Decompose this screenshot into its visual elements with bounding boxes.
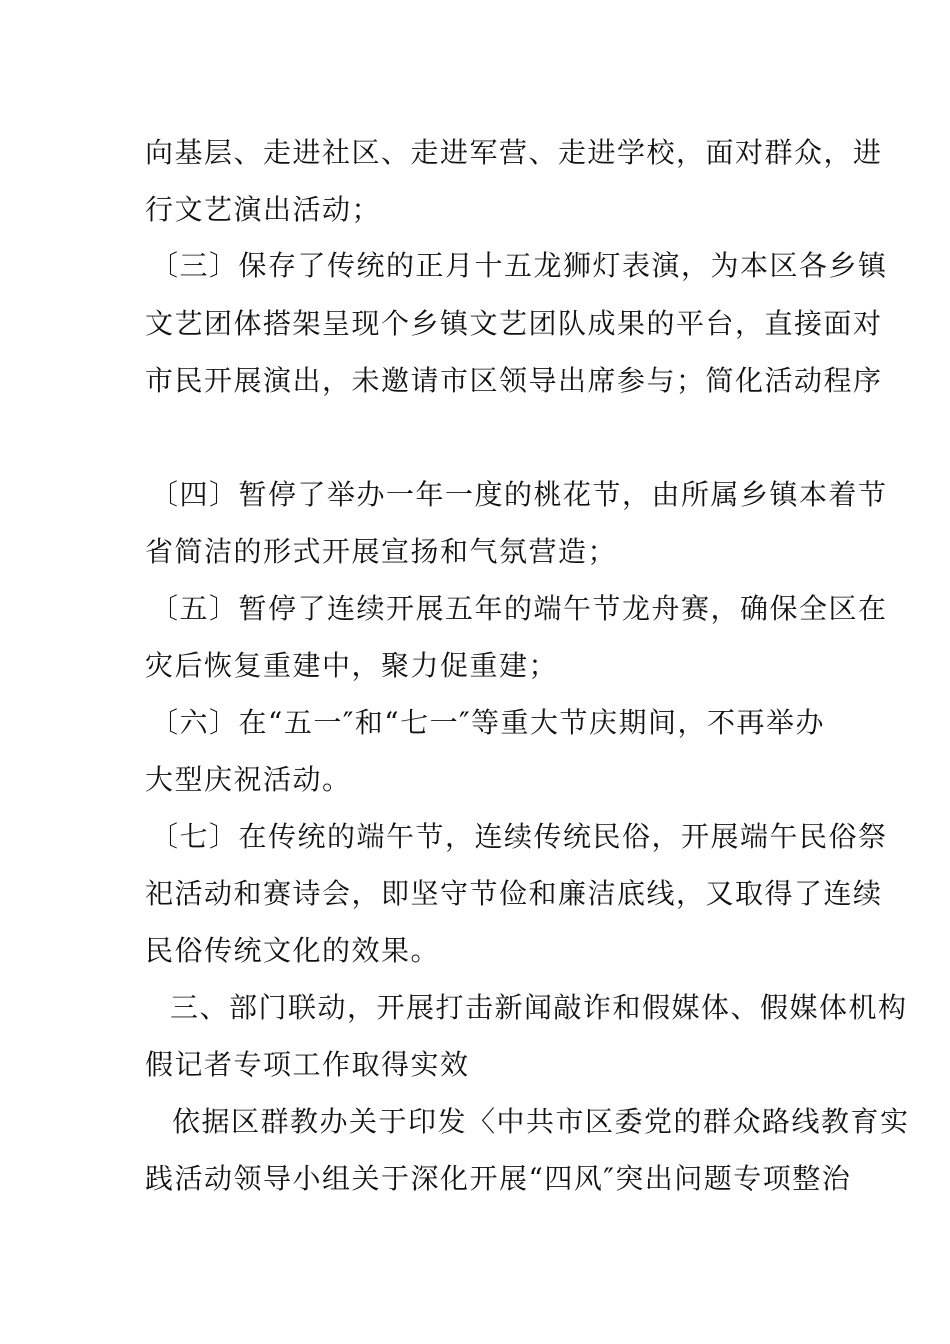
text-line: 践活动领导小组关于深化开展“四风″突出问题专项整治 — [145, 1162, 852, 1195]
text-line: 市民开展演出，未邀请市区领导出席参与；简化活动程序 — [145, 364, 883, 397]
text-line: 大型庆祝活动。 — [145, 763, 352, 796]
text-line: 〔七〕在传统的端午节，连续传统民俗，开展端午民俗祭 — [150, 820, 888, 853]
text-line: 〔五〕暂停了连续开展五年的端午节龙舟赛，确保全区在 — [150, 592, 888, 625]
text-line: 灾后恢复重建中，聚力促重建； — [145, 649, 559, 682]
text-line: 向基层、走进社区、走进军营、走进学校，面对群众，进 — [145, 136, 883, 169]
section-heading: 假记者专项工作取得实效 — [145, 1048, 470, 1081]
text-line: 依据区群教办关于印发〈中共市区委党的群众路线教育实 — [172, 1105, 910, 1138]
section-heading: 三、部门联动，开展打击新闻敲诈和假媒体、假媒体机构 — [170, 991, 908, 1024]
text-line: 祀活动和赛诗会，即坚守节俭和廉洁底线，又取得了连续 — [145, 877, 883, 910]
text-line: 省简洁的形式开展宣扬和气氛营造； — [145, 535, 618, 568]
text-line: 民俗传统文化的效果。 — [145, 934, 441, 967]
text-line: 〔四〕暂停了举办一年一度的桃花节，由所属乡镇本着节 — [150, 478, 888, 511]
text-line: 〔六〕在“五一″和“七一″等重大节庆期间，不再举办 — [150, 706, 826, 739]
text-line: 文艺团体搭架呈现个乡镇文艺团队成果的平台，直接面对 — [145, 307, 883, 340]
text-line: 行文艺演出活动； — [145, 193, 382, 226]
text-line: 〔三〕保存了传统的正月十五龙狮灯表演，为本区各乡镇 — [150, 249, 888, 282]
